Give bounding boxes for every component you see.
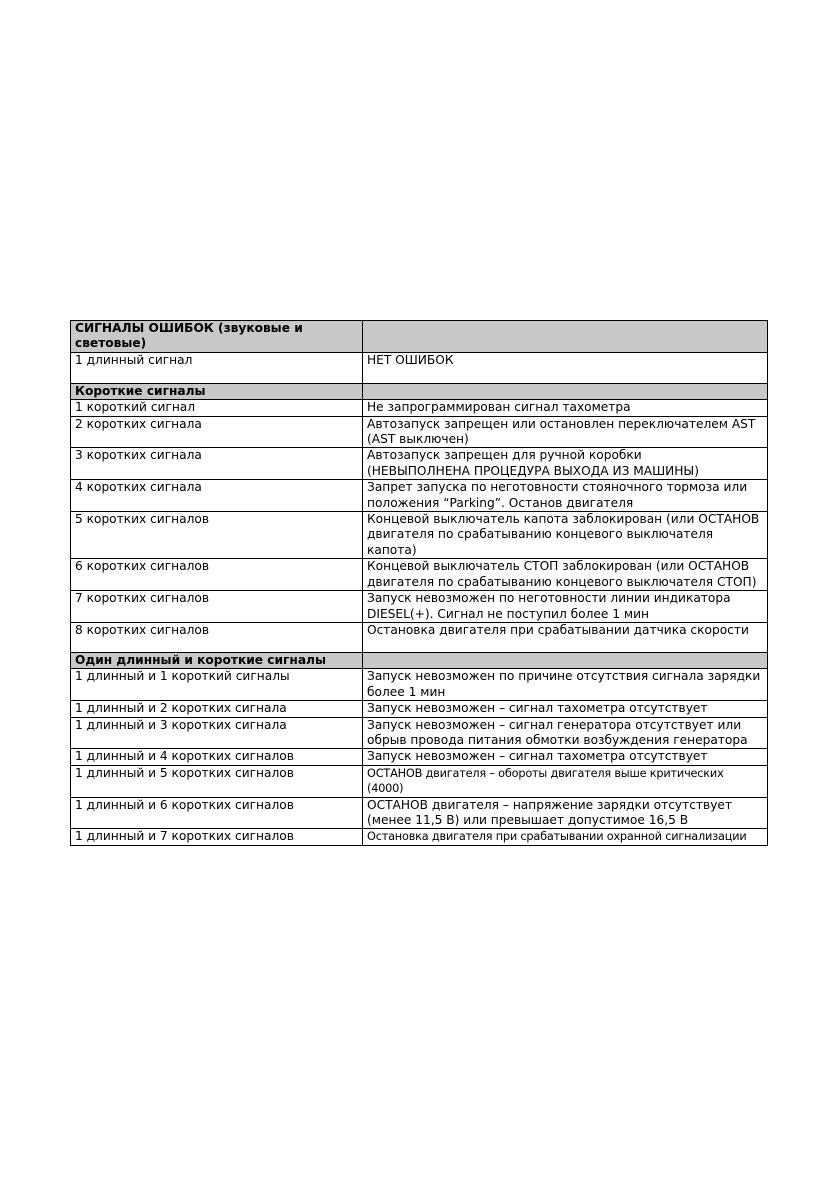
meaning-cell: Автозапуск запрещен для ручной коробки (НЕВЫПОЛНЕНА ПРОЦЕДУРА ВЫХОДА ИЗ МАШИНЫ) xyxy=(363,448,768,480)
signal-cell: 6 коротких сигналов xyxy=(71,559,363,591)
section-header-empty xyxy=(363,383,768,399)
meaning-cell: Запуск невозможен по причине отсутствия сигнала зарядки более 1 мин xyxy=(363,669,768,701)
table-row xyxy=(71,622,768,652)
table-row xyxy=(71,829,768,845)
meaning-cell: Не запрограммирован сигнал тахометра xyxy=(363,400,768,416)
signal-cell: 4 коротких сигнала xyxy=(71,480,363,512)
table-row xyxy=(71,559,768,591)
table-row xyxy=(71,749,768,765)
meaning-cell: Запуск невозможен – сигнал тахометра отсутствует xyxy=(363,701,768,717)
meaning-cell: Концевой выключатель капота заблокирован (или ОСТАНОВ двигателя по срабатыванию концевого выключателя капота) xyxy=(363,512,768,559)
signal-cell: 1 длинный и 2 коротких сигнала xyxy=(71,701,363,717)
error-signals-table xyxy=(70,320,768,846)
signal-cell: 1 длинный и 5 коротких сигналов xyxy=(71,765,363,797)
table-row xyxy=(71,717,768,749)
signal-cell: 1 длинный и 3 коротких сигнала xyxy=(71,717,363,749)
table-row xyxy=(71,765,768,797)
section-header-short xyxy=(71,383,768,399)
meaning-cell: Запуск невозможен по неготовности линии индикатора DIESEL(+). Сигнал не поступил более 1 мин xyxy=(363,591,768,623)
table-row xyxy=(71,480,768,512)
signal-cell: 2 коротких сигнала xyxy=(71,416,363,448)
table-row xyxy=(71,797,768,829)
meaning-cell: Запрет запуска по неготовности стояночного тормоза или положения “Parking”. Останов двигателя xyxy=(363,480,768,512)
section-title-short: Короткие сигналы xyxy=(71,383,363,399)
signal-cell: 1 короткий сигнал xyxy=(71,400,363,416)
table-row xyxy=(71,448,768,480)
meaning-cell: Запуск невозможен – сигнал генератора отсутствует или обрыв провода питания обмотки возбуждения генератора xyxy=(363,717,768,749)
table-row xyxy=(71,352,768,383)
table-row xyxy=(71,400,768,416)
table-header-empty xyxy=(363,321,768,353)
table-row xyxy=(71,701,768,717)
meaning-cell: Остановка двигателя при срабатывании датчика скорости xyxy=(363,622,768,652)
meaning-cell: Остановка двигателя при срабатывании охранной сигнализации xyxy=(363,829,768,845)
table-header-row xyxy=(71,321,768,353)
meaning-cell: Автозапуск запрещен или остановлен переключателем AST (AST выключен) xyxy=(363,416,768,448)
section-header-combo xyxy=(71,652,768,668)
signal-cell: 8 коротких сигналов xyxy=(71,622,363,652)
table-row xyxy=(71,416,768,448)
table-row xyxy=(71,512,768,559)
signal-cell: 7 коротких сигналов xyxy=(71,591,363,623)
signal-cell: 1 длинный сигнал xyxy=(71,352,363,383)
meaning-cell: Концевой выключатель СТОП заблокирован (или ОСТАНОВ двигателя по срабатыванию концевого выключателя СТОП) xyxy=(363,559,768,591)
signal-cell: 1 длинный и 1 короткий сигналы xyxy=(71,669,363,701)
meaning-cell: НЕТ ОШИБОК xyxy=(363,352,768,383)
signal-cell: 1 длинный и 4 коротких сигналов xyxy=(71,749,363,765)
meaning-cell: ОСТАНОВ двигателя – обороты двигателя выше критических (4000) xyxy=(363,765,768,797)
table-row xyxy=(71,591,768,623)
signal-cell: 3 коротких сигнала xyxy=(71,448,363,480)
signal-cell: 1 длинный и 6 коротких сигналов xyxy=(71,797,363,829)
meaning-cell: Запуск невозможен – сигнал тахометра отсутствует xyxy=(363,749,768,765)
signal-cell: 1 длинный и 7 коротких сигналов xyxy=(71,829,363,845)
section-title-combo: Один длинный и короткие сигналы xyxy=(71,652,363,668)
table-row xyxy=(71,669,768,701)
table-title: СИГНАЛЫ ОШИБОК (звуковые и световые) xyxy=(71,321,363,353)
meaning-cell: ОСТАНОВ двигателя – напряжение зарядки отсутствует (менее 11,5 В) или превышает допустимое 16,5 В xyxy=(363,797,768,829)
section-header-empty xyxy=(363,652,768,668)
signal-cell: 5 коротких сигналов xyxy=(71,512,363,559)
